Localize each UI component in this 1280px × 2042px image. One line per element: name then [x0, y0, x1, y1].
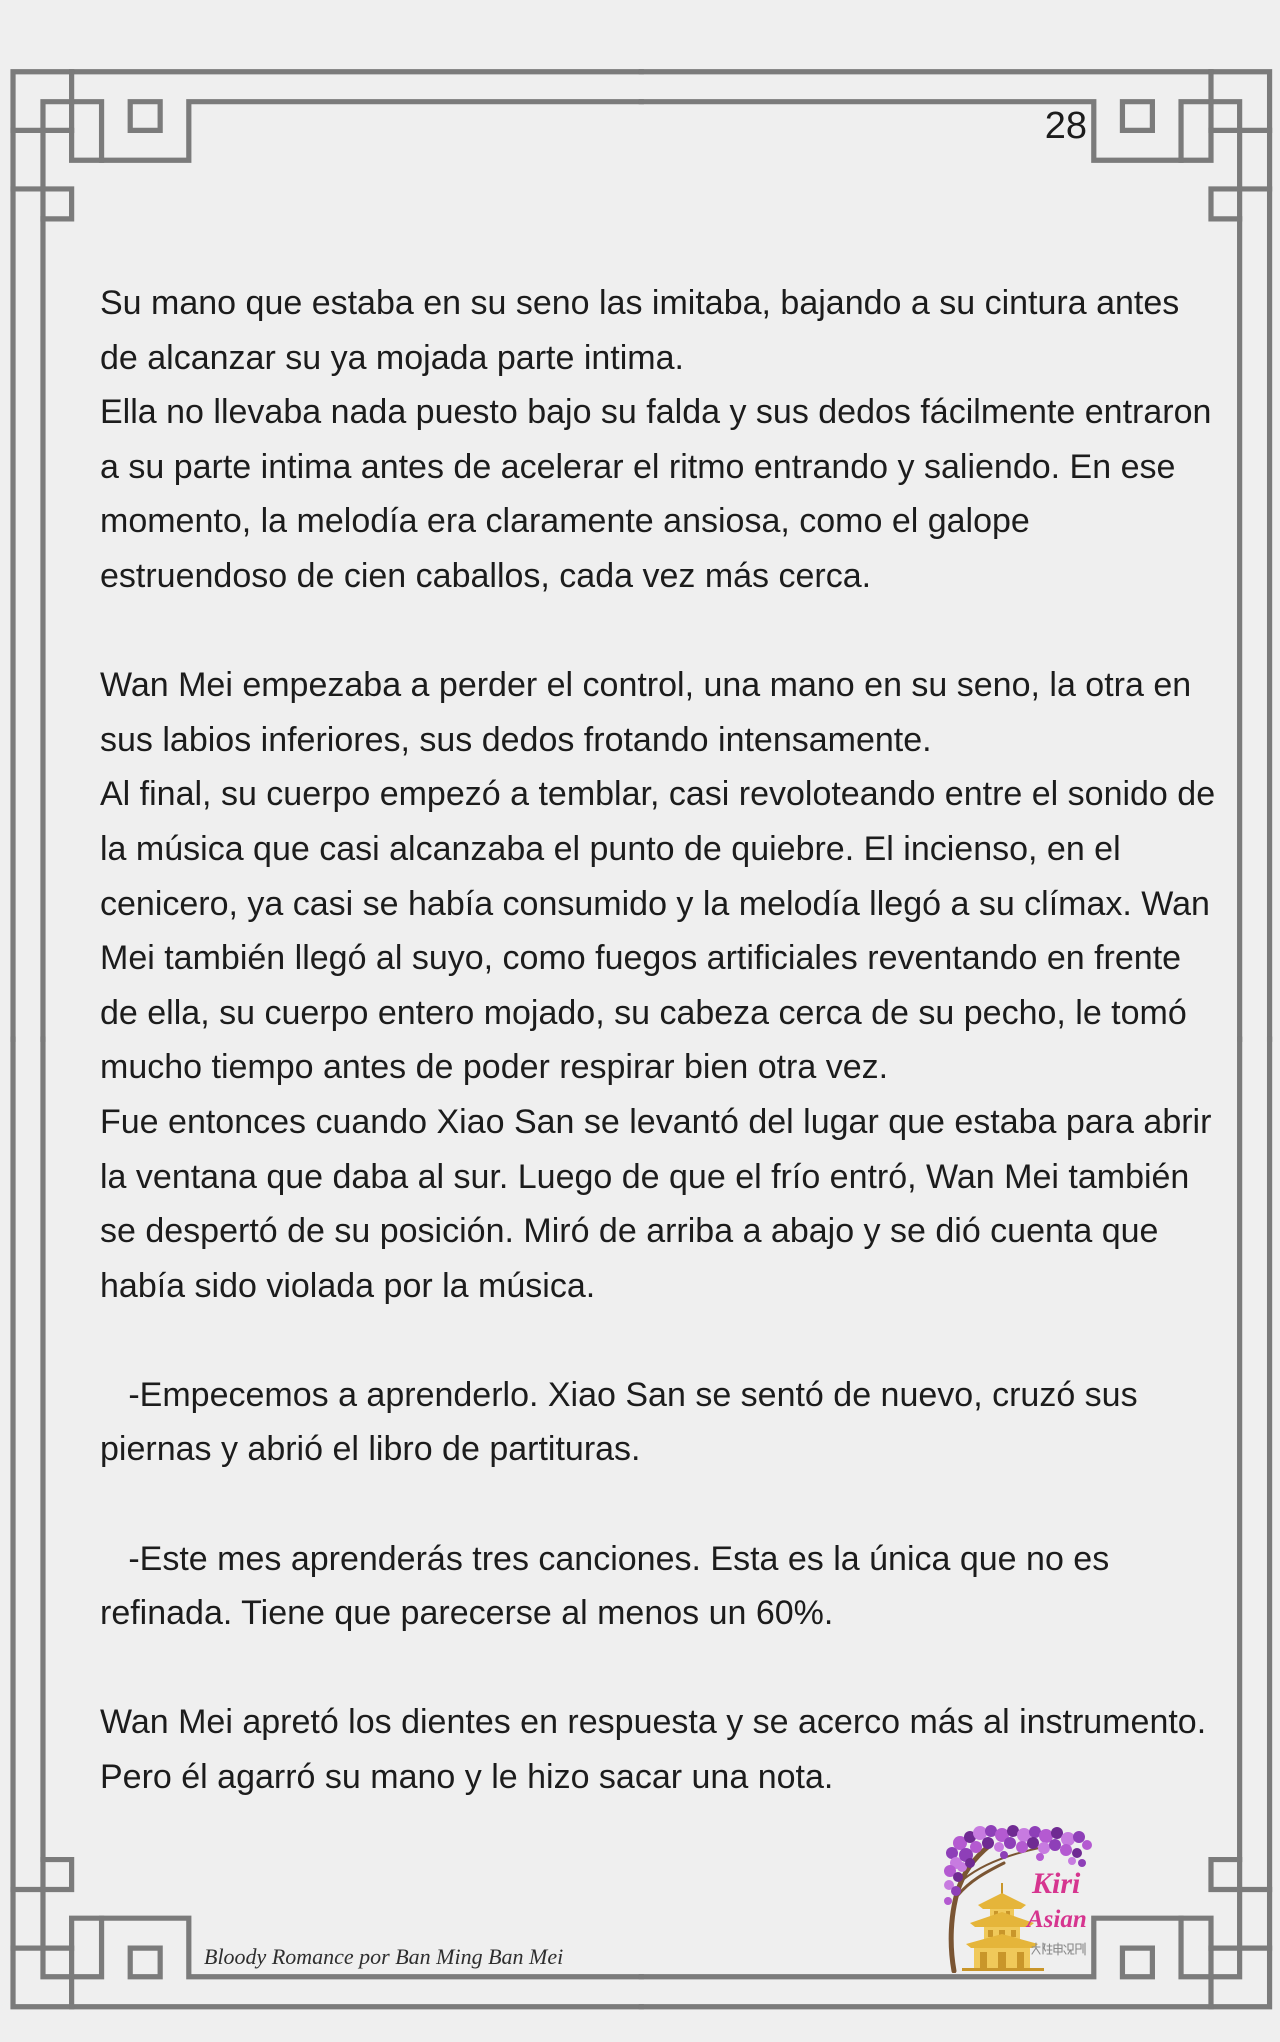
- text-line: mucho tiempo antes de poder respirar bien otra vez.: [100, 1048, 889, 1087]
- text-line: Ella no llevaba nada puesto bajo su falda y sus dedos fácilmente entraron: [100, 393, 1212, 432]
- text-section: [100, 658, 1240, 1313]
- text-line: Wan Mei apretó los dientes en respuesta y se acerco más al instrumento.: [100, 1703, 1207, 1742]
- paragraph: [100, 1695, 1240, 1804]
- text-line: Wan Mei empezaba a perder el control, una mano en su seno, la otra en: [100, 666, 1192, 705]
- body-text: [100, 276, 1240, 1805]
- text-line: -Empecemos a aprenderlo. Xiao San se sentó de nuevo, cruzó sus: [100, 1375, 1138, 1414]
- text-line: Pero él agarró su mano y le hizo sacar una nota.: [100, 1758, 834, 1797]
- text-line: Al final, su cuerpo empezó a temblar, casi revoloteando entre el sonido de: [100, 775, 1216, 814]
- text-line: -Este mes aprenderás tres canciones. Esta es la única que no es: [100, 1539, 1110, 1578]
- dialogue-paragraph: [100, 1532, 1240, 1641]
- logo-subtitle-glyphs: [1032, 1943, 1085, 1955]
- text-line: refinada. Tiene que parecerse al menos un 60%.: [100, 1594, 834, 1633]
- paragraph: [100, 1095, 1240, 1313]
- text-line: la ventana que daba al sur. Luego de que el frío entró, Wan Mei también: [100, 1157, 1190, 1196]
- book-credit: Bloody Romance por Ban Ming Ban Mei: [204, 1944, 564, 1969]
- paragraph: [100, 276, 1240, 385]
- text-line: se despertó de su posición. Miró de arriba a abajo y se dió cuenta que: [100, 1212, 1159, 1251]
- text-section: [100, 1368, 1240, 1477]
- text-line: sus labios inferiores, sus dedos frotando intensamente.: [100, 720, 932, 759]
- text-line: de ella, su cuerpo entero mojado, su cabeza cerca de su pecho, le tomó: [100, 993, 1187, 1032]
- text-line: había sido violada por la música.: [100, 1266, 596, 1305]
- paragraph: [100, 767, 1240, 1095]
- text-line: de alcanzar su ya mojada parte intima.: [100, 338, 684, 377]
- page-number: 28: [1044, 105, 1087, 147]
- logo-name-asian: Asian: [1027, 1906, 1087, 1933]
- text-line: a su parte intima antes de acelerar el ritmo entrando y saliendo. En ese: [100, 447, 1176, 486]
- text-line: la música que casi alcanzaba el punto de quiebre. El incienso, en el: [100, 829, 1121, 868]
- text-line: cenicero, ya casi se había consumido y la melodía llegó a su clímax. Wan: [100, 884, 1210, 923]
- kiri-asian-logo: [944, 1823, 1094, 1973]
- text-line: momento, la melodía era claramente ansiosa, como el galope: [100, 502, 1030, 541]
- text-line: Su mano que estaba en su seno las imitaba, bajando a su cintura antes: [100, 284, 1180, 322]
- text-line: Mei también llegó al suyo, como fuegos artificiales reventando en frente: [100, 939, 1182, 978]
- logo-name-kiri: Kiri: [1032, 1867, 1081, 1900]
- text-line: Fue entonces cuando Xiao San se levantó del lugar que estaba para abrir: [100, 1102, 1212, 1141]
- paragraph: [100, 658, 1240, 767]
- text-section: [100, 1532, 1240, 1641]
- dialogue-paragraph: [100, 1368, 1240, 1477]
- text-line: piernas y abrió el libro de partituras.: [100, 1430, 641, 1469]
- text-section: [100, 1695, 1240, 1804]
- text-section: [100, 276, 1240, 604]
- text-line: estruendoso de cien caballos, cada vez más cerca.: [100, 556, 872, 595]
- paragraph: [100, 385, 1240, 603]
